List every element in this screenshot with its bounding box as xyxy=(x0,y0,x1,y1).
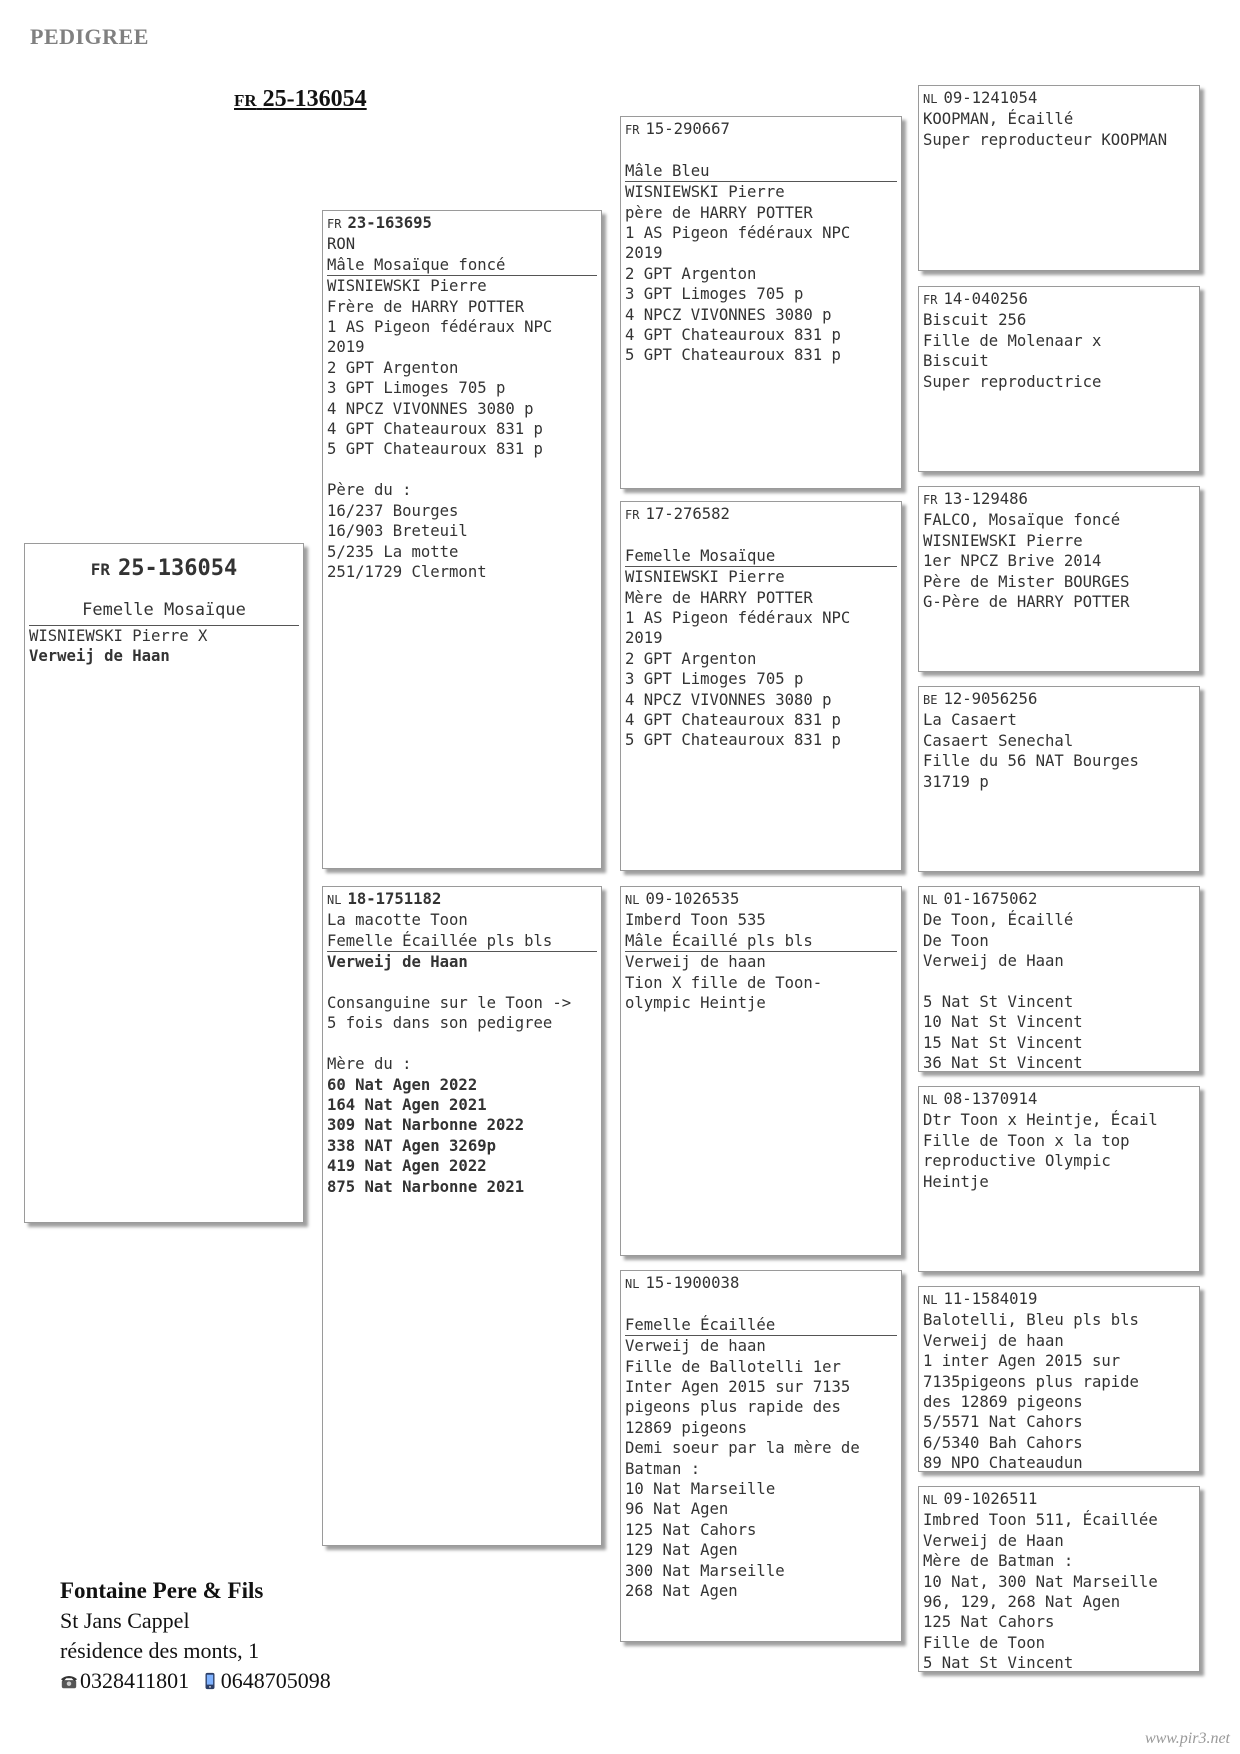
card-line: 1 inter Agen 2015 sur xyxy=(923,1352,1121,1371)
card-line: Fille du 56 NAT Bourges xyxy=(923,752,1139,771)
card-line: 5 GPT Chateauroux 831 p xyxy=(327,440,543,459)
card-line xyxy=(625,525,897,545)
ring-number xyxy=(923,88,1195,109)
card-line: Père du : xyxy=(327,481,412,500)
ring-value: 09-1026511 xyxy=(943,1490,1038,1508)
card-line: 300 Nat Marseille xyxy=(625,1561,785,1580)
dd-sire-card xyxy=(918,1286,1200,1472)
card-line: 89 NPO Chateaudun xyxy=(923,1454,1083,1472)
card-line: reproductive Olympic xyxy=(923,1152,1111,1171)
breeder-city: St Jans Cappel xyxy=(60,1608,190,1633)
ss-dam-card xyxy=(918,286,1200,472)
ring-country: NL xyxy=(625,1277,640,1291)
subject-country: FR xyxy=(90,560,111,579)
card-line: 1 AS Pigeon fédéraux NPC xyxy=(327,318,553,337)
card-line: 96, 129, 268 Nat Agen xyxy=(923,1593,1121,1612)
dam-sire-card xyxy=(620,886,902,1256)
card-line: 5 fois dans son pedigree xyxy=(327,1014,553,1033)
card-line: 1 AS Pigeon fédéraux NPC xyxy=(625,609,851,628)
ds-sire-card xyxy=(918,886,1200,1072)
ring-country: BE xyxy=(923,693,938,707)
telephone-icon xyxy=(60,1672,78,1690)
dam-dam-card xyxy=(620,1270,902,1642)
card-line: 96 Nat Agen xyxy=(625,1500,729,1519)
card-line: 4 NPCZ VIVONNES 3080 p xyxy=(327,399,534,418)
subject-lines xyxy=(29,626,299,667)
card-line: La Casaert xyxy=(923,711,1017,730)
card-line: 3 GPT Limoges 705 p xyxy=(625,285,804,304)
ring-number xyxy=(923,289,1195,310)
card-line: Mâle Bleu xyxy=(625,161,897,182)
card-line: 5 Nat St Vincent xyxy=(923,1654,1074,1672)
card-line: 125 Nat Cahors xyxy=(923,1613,1055,1632)
card-line: 4 GPT Chateauroux 831 p xyxy=(625,326,841,345)
card-line: Femelle Mosaïque xyxy=(625,546,897,567)
card-line: Imbred Toon 511, Écaillée xyxy=(923,1511,1158,1530)
card-line: G-Père de HARRY POTTER xyxy=(923,593,1130,612)
card-line: Verweij de haan xyxy=(923,1331,1064,1350)
card-line: Biscuit xyxy=(923,352,989,371)
card-line xyxy=(625,1294,897,1314)
dam-card xyxy=(322,886,602,1546)
ring-number xyxy=(923,1289,1195,1310)
card-line: 10 Nat St Vincent xyxy=(923,1013,1083,1032)
ring-country: NL xyxy=(923,1293,938,1307)
ss-sire-card xyxy=(918,85,1200,271)
card-line: Super reproductrice xyxy=(923,372,1102,391)
card-line: Tion X fille de Toon- xyxy=(625,973,823,992)
card-line: 10 Nat, 300 Nat Marseille xyxy=(923,1572,1158,1591)
card-line: Fille de Molenaar x xyxy=(923,331,1102,350)
card-line: Verweij de haan xyxy=(625,1337,766,1356)
ring-country: NL xyxy=(923,893,938,907)
card-line: 1 AS Pigeon fédéraux NPC xyxy=(625,224,851,243)
card-line: Mère de HARRY POTTER xyxy=(625,588,813,607)
ring-number xyxy=(923,1089,1195,1110)
card-line: 7135pigeons plus rapide xyxy=(923,1372,1139,1391)
card-line: des 12869 pigeons xyxy=(923,1393,1083,1412)
card-line: Batman : xyxy=(625,1459,701,1478)
card-line: KOOPMAN, Écaillé xyxy=(923,110,1074,129)
subject-card xyxy=(24,543,304,1223)
card-line: 125 Nat Cahors xyxy=(625,1520,757,1539)
card-line: Verweij de haan xyxy=(625,953,766,972)
card-line: 5 GPT Chateauroux 831 p xyxy=(625,731,841,750)
card-line: Balotelli, Bleu pls bls xyxy=(923,1311,1139,1330)
ring-country: FR xyxy=(625,508,640,522)
top-ring-country: FR xyxy=(234,91,257,110)
card-line: De Toon, Écaillé xyxy=(923,911,1074,930)
card-line: 36 Nat St Vincent xyxy=(923,1054,1083,1072)
card-line: 3 GPT Limoges 705 p xyxy=(327,379,506,398)
ring-number xyxy=(923,1489,1195,1510)
ring-country: NL xyxy=(923,1493,938,1507)
breeder-phones xyxy=(60,1666,331,1696)
card-line: 3 GPT Limoges 705 p xyxy=(625,670,804,689)
ring-value: 15-1900038 xyxy=(645,1274,740,1292)
card-line: 4 NPCZ VIVONNES 3080 p xyxy=(625,690,832,709)
card-line: Mâle Mosaïque foncé xyxy=(327,255,597,276)
top-ring-value: 25-136054 xyxy=(262,86,367,112)
card-line: 60 Nat Agen 2022 xyxy=(327,1075,478,1094)
card-line: 6/5340 Bah Cahors xyxy=(923,1433,1083,1452)
card-line: 10 Nat Marseille xyxy=(625,1480,776,1499)
card-line: 5 Nat St Vincent xyxy=(923,993,1074,1012)
ring-number xyxy=(923,889,1195,910)
card-line: père de HARRY POTTER xyxy=(625,203,813,222)
card-line: 15 Nat St Vincent xyxy=(923,1033,1083,1052)
card-line: 2019 xyxy=(625,629,663,648)
ring-value: 11-1584019 xyxy=(943,1290,1038,1308)
ring-country: NL xyxy=(923,1093,938,1107)
card-line: Verweij de Haan xyxy=(923,1531,1064,1550)
ring-number xyxy=(625,504,897,525)
card-line: Fille de Toon xyxy=(923,1633,1046,1652)
subject-line: Verweij de Haan xyxy=(29,647,170,666)
sire-card xyxy=(322,210,602,869)
card-line: WISNIEWSKI Pierre xyxy=(923,531,1083,550)
ring-value: 17-276582 xyxy=(645,505,730,523)
top-ring-number xyxy=(234,86,367,113)
ring-country: FR xyxy=(625,123,640,137)
ring-value: 08-1370914 xyxy=(943,1090,1038,1108)
card-line: 31719 p xyxy=(923,772,989,791)
ring-country: NL xyxy=(327,893,342,907)
card-line: 268 Nat Agen xyxy=(625,1582,738,1601)
card-line: Imberd Toon 535 xyxy=(625,911,766,930)
footer-site: www.pir3.net xyxy=(1144,1730,1230,1747)
card-line: De Toon xyxy=(923,931,989,950)
ring-country: NL xyxy=(923,92,938,106)
card-line: Femelle Écaillée xyxy=(625,1315,897,1336)
card-line: FALCO, Mosaïque foncé xyxy=(923,511,1121,530)
card-line: 2 GPT Argenton xyxy=(625,264,757,283)
card-line xyxy=(625,140,897,160)
card-line: Casaert Senechal xyxy=(923,731,1074,750)
card-line: Consanguine sur le Toon -> xyxy=(327,994,572,1013)
card-line: 2 GPT Argenton xyxy=(625,649,757,668)
breeder-phone: 0328411801 xyxy=(80,1668,190,1693)
ring-number xyxy=(625,889,897,910)
card-line: Super reproducteur KOOPMAN xyxy=(923,130,1168,149)
card-line: Fille de Toon x la top xyxy=(923,1131,1130,1150)
card-line: 4 GPT Chateauroux 831 p xyxy=(327,420,543,439)
card-line: 5/235 La motte xyxy=(327,542,459,561)
card-line: 4 GPT Chateauroux 831 p xyxy=(625,711,841,730)
ring-value: 12-9056256 xyxy=(943,690,1038,708)
subject-sex: Femelle Mosaïque xyxy=(29,599,299,626)
card-line xyxy=(327,460,597,480)
card-line: Demi soeur par la mère de xyxy=(625,1439,860,1458)
mobile-phone-icon xyxy=(201,1672,219,1690)
card-line: WISNIEWSKI Pierre xyxy=(625,568,785,587)
card-line: Fille de Ballotelli 1er xyxy=(625,1357,841,1376)
ring-number xyxy=(327,889,597,910)
card-line: 1er NPCZ Brive 2014 xyxy=(923,552,1102,571)
ring-value: 23-163695 xyxy=(347,214,432,232)
card-line: Verweij de Haan xyxy=(923,952,1064,971)
card-line: 4 NPCZ VIVONNES 3080 p xyxy=(625,305,832,324)
card-line: 12869 pigeons xyxy=(625,1418,748,1437)
card-line: 16/903 Breteuil xyxy=(327,522,468,541)
card-line: Heintje xyxy=(923,1172,989,1191)
sire-dam-card xyxy=(620,501,902,871)
ring-country: NL xyxy=(625,893,640,907)
breeder-info xyxy=(60,1576,331,1696)
card-line: 419 Nat Agen 2022 xyxy=(327,1157,487,1176)
card-line: Femelle Écaillée pls bls xyxy=(327,931,597,952)
ring-value: 18-1751182 xyxy=(347,890,442,908)
card-line: Mâle Écaillé pls bls xyxy=(625,931,897,952)
sire-sire-card xyxy=(620,116,902,489)
card-line: olympic Heintje xyxy=(625,994,766,1013)
ring-value: 15-290667 xyxy=(645,120,730,138)
card-line: 164 Nat Agen 2021 xyxy=(327,1096,487,1115)
ring-number xyxy=(923,689,1195,710)
card-line xyxy=(327,1034,597,1054)
breeder-name: Fontaine Pere & Fils xyxy=(60,1578,264,1603)
breeder-mobile: 0648705098 xyxy=(220,1668,331,1693)
card-line xyxy=(923,972,1195,992)
ring-value: 14-040256 xyxy=(943,290,1028,308)
ring-country: FR xyxy=(923,493,938,507)
card-line: RON xyxy=(327,235,356,254)
card-line: Biscuit 256 xyxy=(923,311,1027,330)
card-line xyxy=(327,973,597,993)
card-line: pigeons plus rapide des xyxy=(625,1398,841,1417)
card-line: Dtr Toon x Heintje, Écail xyxy=(923,1111,1158,1130)
ring-value: 01-1675062 xyxy=(943,890,1038,908)
sd-dam-card xyxy=(918,686,1200,872)
card-line: 16/237 Bourges xyxy=(327,501,459,520)
card-line: 5 GPT Chateauroux 831 p xyxy=(625,346,841,365)
ring-value: 13-129486 xyxy=(943,490,1028,508)
ring-country: FR xyxy=(327,217,342,231)
ring-value: 09-1241054 xyxy=(943,89,1038,107)
card-line: Père de Mister BOURGES xyxy=(923,572,1130,591)
card-line: 875 Nat Narbonne 2021 xyxy=(327,1177,525,1196)
subject-ring-value: 25-136054 xyxy=(118,556,238,581)
ring-value: 09-1026535 xyxy=(645,890,740,908)
subject-line: WISNIEWSKI Pierre X xyxy=(29,627,208,645)
card-line: 129 Nat Agen xyxy=(625,1541,738,1560)
card-line: Frère de HARRY POTTER xyxy=(327,297,525,316)
card-line: 251/1729 Clermont xyxy=(327,562,487,581)
breeder-address: résidence des monts, 1 xyxy=(60,1638,260,1663)
card-line: 2019 xyxy=(327,338,365,357)
card-line: Inter Agen 2015 sur 7135 xyxy=(625,1378,851,1397)
card-line: Mère du : xyxy=(327,1055,412,1074)
card-line: 2 GPT Argenton xyxy=(327,358,459,377)
card-line: 309 Nat Narbonne 2022 xyxy=(327,1116,525,1135)
card-line: 2019 xyxy=(625,244,663,263)
card-line: Mère de Batman : xyxy=(923,1552,1074,1571)
ring-number xyxy=(327,213,597,234)
dd-dam-card xyxy=(918,1486,1200,1672)
ring-number xyxy=(625,119,897,140)
ring-number xyxy=(923,489,1195,510)
sd-sire-card xyxy=(918,486,1200,672)
ring-number xyxy=(625,1273,897,1294)
card-line: 338 NAT Agen 3269p xyxy=(327,1136,496,1155)
card-line: 5/5571 Nat Cahors xyxy=(923,1413,1083,1432)
ring-country: FR xyxy=(923,293,938,307)
card-line: Verweij de Haan xyxy=(327,953,468,972)
card-line: La macotte Toon xyxy=(327,911,468,930)
card-line: WISNIEWSKI Pierre xyxy=(625,183,785,202)
ds-dam-card xyxy=(918,1086,1200,1272)
subject-ring xyxy=(29,554,299,585)
page-title: PEDIGREE xyxy=(30,24,149,49)
card-line: WISNIEWSKI Pierre xyxy=(327,277,487,296)
